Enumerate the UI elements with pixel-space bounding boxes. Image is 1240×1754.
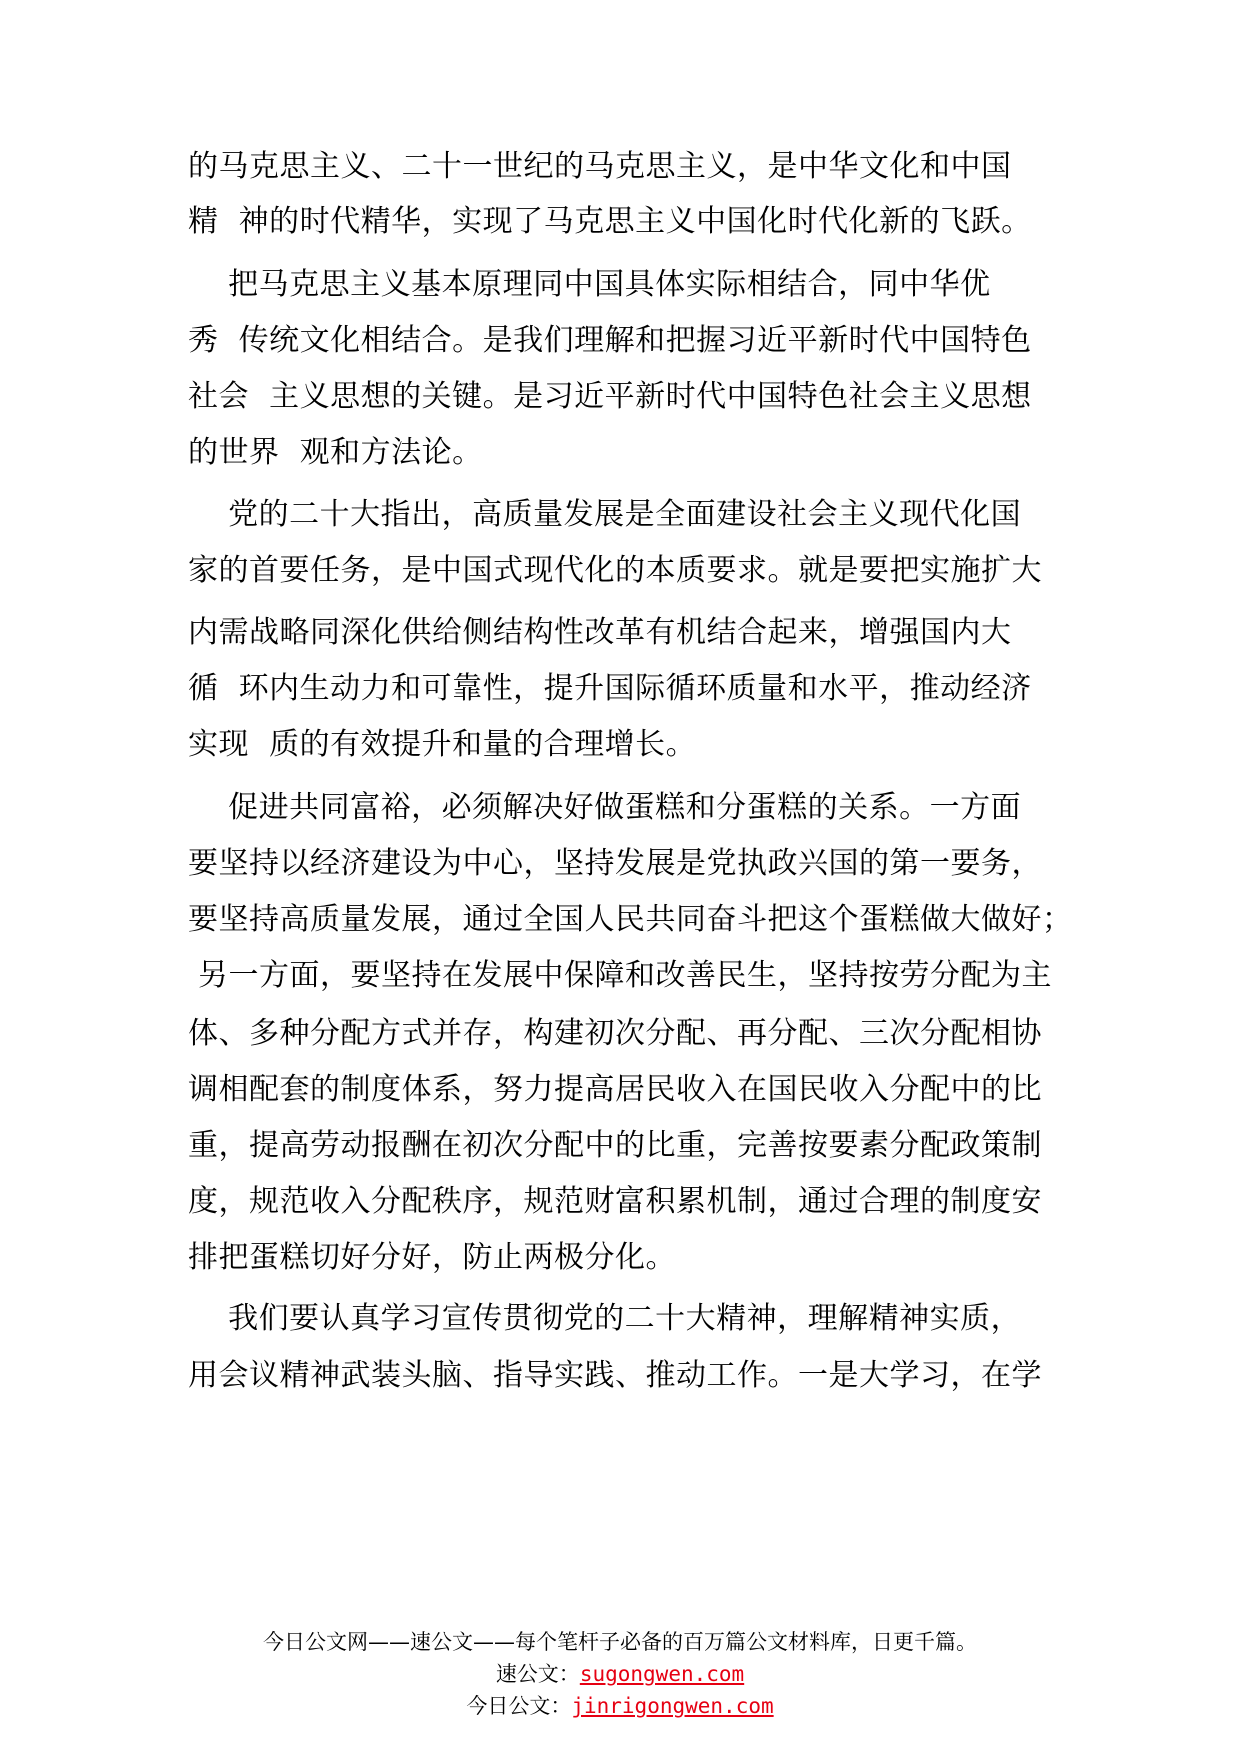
sugongwen-link[interactable]: sugongwen.com bbox=[579, 1662, 745, 1686]
body-line: 把马克思主义基本原理同中国具体实际相结合，同中华优 bbox=[188, 267, 991, 302]
body-line: 度，规范收入分配秩序，规范财富积累机制，通过合理的制度安 bbox=[188, 1184, 1042, 1219]
body-line: 重，提高劳动报酬在初次分配中的比重，完善按要素分配政策制 bbox=[188, 1128, 1042, 1163]
body-line: 内需战略同深化供给侧结构性改革有机结合起来，增强国内大 bbox=[188, 615, 1012, 650]
body-line: 排把蛋糕切好分好，防止两极分化。 bbox=[188, 1240, 676, 1275]
body-line: 循 环内生动力和可靠性，提升国际循环质量和水平，推动经济 bbox=[188, 671, 1032, 706]
body-line: 实现 质的有效提升和量的合理增长。 bbox=[188, 727, 697, 762]
jinrigongwen-link[interactable]: jinrigongwen.com bbox=[571, 1694, 774, 1718]
body-line: 的世界 观和方法论。 bbox=[188, 435, 483, 470]
body-line: 要坚持以经济建设为中心，坚持发展是党执政兴国的第一要务， bbox=[188, 846, 1042, 881]
body-line: 社会 主义思想的关键。是习近平新时代中国特色社会主义思想 bbox=[188, 379, 1032, 414]
footer-link-row-sugongwen bbox=[0, 1660, 1240, 1688]
body-line: 家的首要任务，是中国式现代化的本质要求。就是要把实施扩大 bbox=[188, 553, 1042, 588]
body-line: 要坚持高质量发展，通过全国人民共同奋斗把这个蛋糕做大做好； bbox=[188, 902, 1073, 937]
footer-tagline: 今日公文网——速公文——每个笔杆子必备的百万篇公文材料库，日更千篇。 bbox=[263, 1630, 977, 1654]
footer-link-label: 速公文： bbox=[495, 1662, 580, 1686]
body-line: 体、多种分配方式并存，构建初次分配、再分配、三次分配相协 bbox=[188, 1016, 1042, 1051]
body-line: 秀 传统文化相结合。是我们理解和把握习近平新时代中国特色 bbox=[188, 323, 1032, 358]
body-line: 党的二十大指出，高质量发展是全面建设社会主义现代化国 bbox=[188, 497, 1022, 532]
body-line: 的马克思主义、二十一世纪的马克思主义，是中华文化和中国 bbox=[188, 149, 1012, 184]
body-line: 调相配套的制度体系，努力提高居民收入在国民收入分配中的比 bbox=[188, 1072, 1042, 1107]
body-line: 促进共同富裕，必须解决好做蛋糕和分蛋糕的关系。一方面 bbox=[188, 790, 1022, 825]
body-line: 用会议精神武装头脑、指导实践、推动工作。一是大学习，在学 bbox=[188, 1358, 1042, 1393]
body-line: 我们要认真学习宣传贯彻党的二十大精神，理解精神实质， bbox=[188, 1301, 1022, 1336]
body-line: 精 神的时代精华，实现了马克思主义中国化时代化新的飞跃。 bbox=[188, 204, 1032, 239]
body-line: 另一方面，要坚持在发展中保障和改善民生，坚持按劳分配为主 bbox=[188, 958, 1053, 993]
footer-link-row-jinrigongwen bbox=[0, 1692, 1240, 1720]
footer-link-label: 今日公文： bbox=[466, 1694, 572, 1718]
